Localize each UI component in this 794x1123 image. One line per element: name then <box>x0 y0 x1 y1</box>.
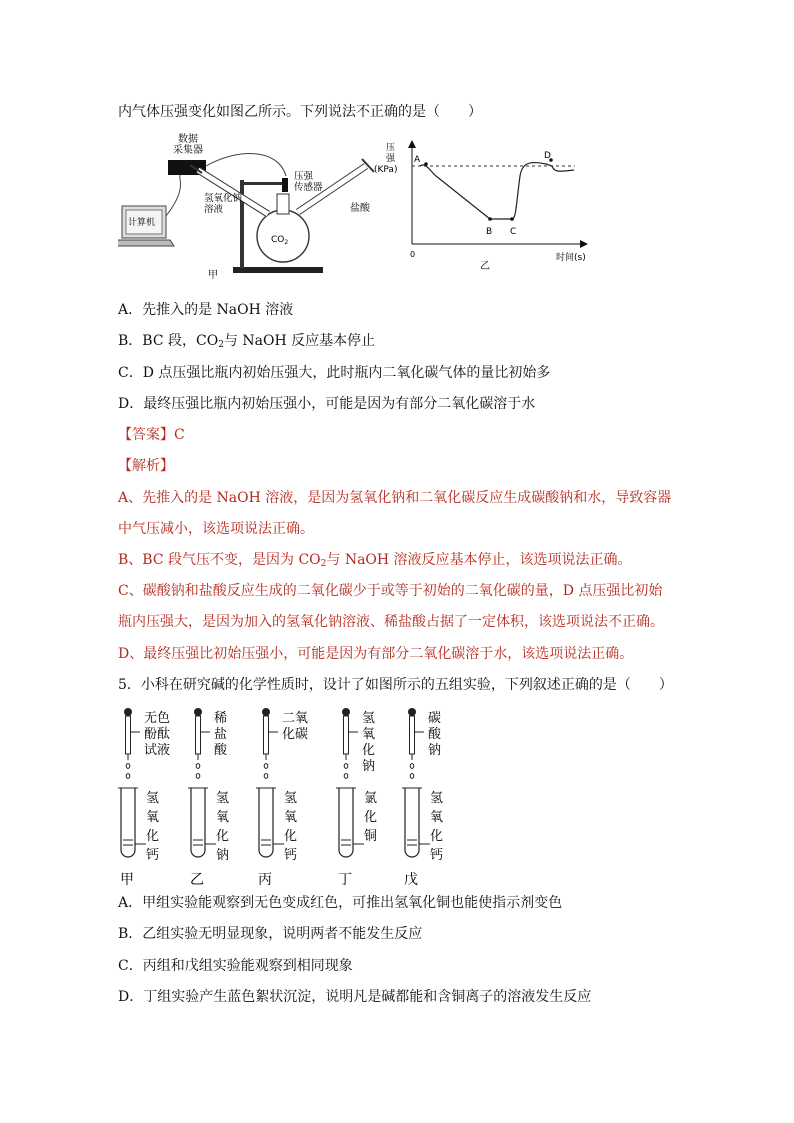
figure-jia <box>118 128 380 280</box>
q4-option-a: A．先推入的是 NaOH 溶液 <box>118 302 294 318</box>
drop-icon <box>196 774 200 779</box>
dropper-tube <box>344 716 349 754</box>
tube-label-2: 氢氧化钙 <box>284 791 298 863</box>
reagent-label-1: 稀盐酸 <box>214 711 228 758</box>
q5-option-a: A．甲组实验能观察到无色变成红色，可推出氢氧化铜也能使指示剂变色 <box>118 895 563 911</box>
q4-analysis-d: D、最终压强比初始压强小，可能是因为有部分二氧化碳溶于水，该选项说法正确。 <box>118 646 634 662</box>
q5-stem: 5．小科在研究碱的化学性质时，设计了如图所示的五组实验，下列叙述正确的是（ ） <box>118 677 673 693</box>
reagent-label-2: 二氧化碳 <box>282 711 309 742</box>
svg-text:C: C <box>510 227 517 237</box>
q4-analysis-c2: 瓶内压强大，是因为加入的氢氧化钠溶液、稀盐酸占据了一定体积，该选项说法不正确。 <box>118 614 664 630</box>
figure-yi <box>370 136 590 276</box>
q4-option-c: C．D 点压强比瓶内初始压强大，此时瓶内二氧化碳气体的量比初始多 <box>118 365 551 381</box>
test-tube <box>121 788 135 857</box>
dropper-tube <box>196 716 201 754</box>
test-tube <box>191 788 205 857</box>
yi-xlabel: 时间(s) <box>556 253 586 263</box>
drop-icon <box>126 764 130 769</box>
dropper-tube <box>410 716 415 754</box>
svg-text:0: 0 <box>410 250 416 259</box>
svg-text:B: B <box>486 227 493 237</box>
naoh-label: 氢氧化钠溶液 <box>204 193 243 215</box>
drop-icon <box>264 764 268 769</box>
drop-icon <box>344 764 348 769</box>
tube-label-1: 氢氧化钠 <box>216 791 230 863</box>
drop-icon <box>264 774 268 779</box>
q4-analysis-b: B、BC 段气压不变，是因为 $CO_2$与 NaOH 溶液反应基本停止，该选项说法正确。 <box>118 552 632 569</box>
sensor-label: 压强传感器 <box>294 171 323 193</box>
computer-icon <box>118 206 174 246</box>
group-label-4: 戊 <box>404 872 418 888</box>
test-tube <box>339 788 353 857</box>
q5-option-c: C．丙组和戊组实验能观察到相同现象 <box>118 958 353 974</box>
test-tube <box>405 788 419 857</box>
q5-option-d: D．丁组实验产生蓝色絮状沉淀，说明凡是碱都能和含铜离子的溶液发生反应 <box>118 989 592 1005</box>
drop-icon <box>410 774 414 779</box>
dropper-tube <box>126 716 131 754</box>
q5-figure <box>118 702 478 888</box>
q4-analysis-a2: 中气压减小，该选项说法正确。 <box>118 521 314 537</box>
hcl-label: 盐酸 <box>350 203 370 214</box>
dropper-tube <box>264 716 269 754</box>
group-label-3: 丁 <box>338 872 352 888</box>
tube-label-4: 氢氧化钙 <box>430 791 444 863</box>
reagent-label-0: 无色酚酞试液 <box>144 711 171 758</box>
dropper-bulb <box>124 708 132 716</box>
tube-label-0: 氢氧化钙 <box>146 791 160 863</box>
yi-ylabel: 压强(KPa) <box>374 143 398 175</box>
group-label-1: 乙 <box>190 872 204 888</box>
drop-icon <box>196 764 200 769</box>
dropper-bulb <box>408 708 416 716</box>
fig-jia-label: 甲 <box>208 270 218 280</box>
q4-analysis-title: 【解析】 <box>118 458 174 474</box>
reagent-label-4: 碳酸钠 <box>428 711 442 758</box>
drop-icon <box>126 774 130 779</box>
dropper-bulb <box>342 708 350 716</box>
q4-stem: 内气体压强变化如图乙所示。下列说法不正确的是（ ） <box>118 104 482 120</box>
q4-option-d: D．最终压强比瓶内初始压强小，可能是因为有部分二氧化碳溶于水 <box>118 396 536 412</box>
reagent-label-3: 氢氧化钠 <box>362 711 376 774</box>
q4-analysis-c1: C、碳酸钠和盐酸反应生成的二氧化碳少于或等于初始的二氧化碳的量，D 点压强比初始 <box>118 583 663 599</box>
q4-option-b: B．BC 段，$CO_2$与 NaOH 反应基本停止 <box>118 333 376 350</box>
group-label-0: 甲 <box>120 872 134 888</box>
q4-answer: 【答案】C <box>118 427 185 443</box>
svg-text:A: A <box>414 155 421 165</box>
svg-text:D: D <box>544 151 551 161</box>
drop-icon <box>410 764 414 769</box>
q4-analysis-a1: A、先推入的是 NaOH 溶液，是因为氢氧化钠和二氧化碳反应生成碳酸钠和水，导致容器 <box>118 490 672 506</box>
dropper-bulb <box>194 708 202 716</box>
computer-label: 计算机 <box>128 218 156 228</box>
dropper-bulb <box>262 708 270 716</box>
fig-yi-label: 乙 <box>480 261 490 272</box>
collector-label: 数据采集器 <box>173 134 203 156</box>
q5-option-b: B．乙组实验无明显现象，说明两者不能发生反应 <box>118 926 423 942</box>
test-tube <box>259 788 273 857</box>
group-label-2: 丙 <box>258 872 272 888</box>
svg-text:CO2: $CO_2$ <box>271 235 289 246</box>
tube-label-3: 氯化铜 <box>364 791 378 844</box>
drop-icon <box>344 774 348 779</box>
